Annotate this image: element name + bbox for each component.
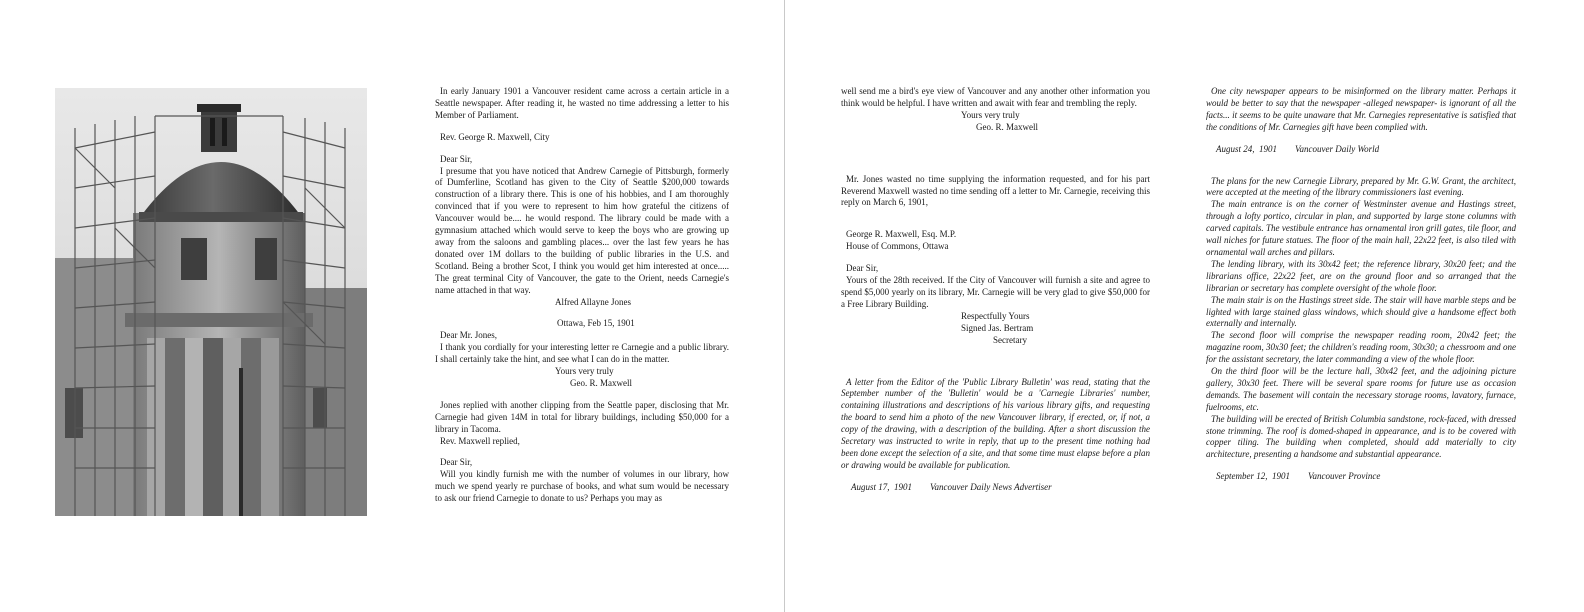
letter-signer-title: Secretary: [993, 334, 1027, 345]
column-one: [435, 86, 729, 505]
news-source-date: August 17, 1901: [851, 481, 913, 492]
news-source-paper: Vancouver Province: [1308, 471, 1381, 482]
intro-paragraph: In early January 1901 a Vancouver resident came across a certain article in a Seattle newspaper. After reading it, he wasted no time addressing a letter to his Member of Parliament.: [435, 86, 729, 120]
letter-signer: Signed Jas. Bertram: [961, 322, 1034, 333]
news-source: [1206, 144, 1516, 156]
news-source: [841, 482, 1150, 494]
letter-signer: Geo. R. Maxwell: [976, 121, 1038, 132]
letter-body-continued: well send me a bird's eye view of Vancouver and any another other information you think would be helpful. I have written and await with fear and trembling the reply.: [841, 86, 1150, 108]
letter-closing: Yours very truly: [555, 366, 614, 377]
library-construction-photo: [55, 88, 367, 516]
page-gutter: [784, 0, 785, 612]
news-source-date: September 12, 1901: [1216, 471, 1290, 482]
letter-body: I thank you cordially for your interesting letter re Carnegie and a public library. I shall certainly take the hint, and see what I can do in the matter.: [435, 342, 729, 365]
letter-body: I presume that you have noticed that Andrew Carnegie of Pittsburgh, formerly of Dumferline, Scotland has given to the City of Seattle $200,000 towards construction of a library there. This is one of his hobbies, and I am thoroughly convinced that if you were to represent to him how grateful the citizens of Vancouver would be.... he would respond. The library could be made with a gymnasium attached which would serve to keep the boys who are growing up away from the saloons and gambling places... over the last few years he has donated over 1M dollars to the building of public libraries in the U.S. and Scotland. Being a brother Scot, I think you would get him interested at once..... The great terminal City of Vancouver, the gate to the Orient, needs Carnegie's name attached in that way.: [435, 165, 729, 295]
letter-body: Will you kindly furnish me with the number of volumes in our library, how much we spend yearly re purchase of books, and what sum would be necessary to ask our friend Carnegie to donate to us? Perhaps you may as: [435, 469, 729, 504]
news-excerpt: A letter from the Editor of the 'Public Library Bulletin' was read, stating that the September number of the 'Bulletin' would be a 'Carnegie Libraries' number, containing illustrations and descriptions of his various library gifts, and requesting the board to send him a photo of the new Vancouver library, if erected, or, if not, a copy of the drawing, with a description of the building. After a short discussion the Secretary was instructed to write in reply, that up to the present time nothing had been done except the selection of a site, and that some time must elapse before a plan or drawing would be available for publication.: [841, 376, 1150, 470]
letter-closing: Yours very truly: [961, 109, 1020, 120]
letter-signer: Geo. R. Maxwell: [570, 377, 632, 388]
letter-dateline: Ottawa, Feb 15, 1901: [557, 318, 635, 329]
letter-addressee: Rev. George R. Maxwell, City: [440, 131, 550, 142]
letter-salutation: Dear Sir,: [440, 153, 473, 164]
letter-address-line: George R. Maxwell, Esq. M.P.: [846, 229, 957, 240]
letter-salutation: Dear Mr. Jones,: [440, 330, 497, 341]
column-three: [1206, 86, 1516, 483]
letter-address-line: House of Commons, Ottawa: [846, 241, 949, 252]
news-paragraph: The plans for the new Carnegie Library, prepared by Mr. G.W. Grant, the architect, were accepted at the meeting of the library commissioners last evening.: [1206, 175, 1516, 198]
news-excerpt: One city newspaper appears to be misinformed on the library matter. Perhaps it would be better to say that the newspaper -alleged newspaper- is ignorant of all the facts... it seems to be quite unaware that Mr. Carnegies representative is satisfied that the conditions of Mr. Carnegies gift have been complied with.: [1206, 86, 1516, 132]
letter-closing: Respectfully Yours: [961, 310, 1030, 321]
letter-salutation: Dear Sir,: [440, 457, 473, 468]
letter-signer: Alfred Allayne Jones: [555, 296, 631, 307]
letter-salutation: Dear Sir,: [846, 263, 879, 274]
news-source-paper: Vancouver Daily World: [1295, 143, 1380, 154]
letter-body: Yours of the 28th received. If the City of Vancouver will furnish a site and agree to spend $5,000 yearly on its library, Mr. Carnegie will be very glad to give $50,000 for a Free Library Building.: [841, 275, 1150, 309]
column-two: [841, 86, 1150, 494]
news-source: [1206, 471, 1516, 483]
news-paragraph: On the third floor will be the lecture hall, 30x42 feet, and the adjoining picture gallery, 30x30 feet. There will be several spare rooms for future use as occasion demands. The basement will contain the necessary storage rooms, lavatory, furnace, fuelrooms, etc.: [1206, 366, 1516, 412]
news-source-paper: Vancouver Daily News Advertiser: [930, 481, 1052, 492]
narrative-paragraph: Jones replied with another clipping from the Seattle paper, disclosing that Mr. Carnegie had given 14M in total for library buildings, including $50,000 for a library in Tacoma.: [435, 399, 729, 434]
news-paragraph: The main entrance is on the corner of Westminster avenue and Hastings street, through a lofty portico, circular in plan, and supported by large stone columns with carved capitals. The vestibule entrance has ornamental iron grill gates, tile floor, and wall niches for future statues. The floor of the main hall, 22x22 feet, is also tiled with ornamental wall arches and pillars.: [1206, 199, 1516, 257]
news-source-date: August 24, 1901: [1216, 143, 1278, 154]
news-paragraph: The second floor will comprise the newspaper reading room, 20x42 feet; the magazine room, 30x30 feet; the children's reading room, 30x30; a chessroom and one for the assistant secretary, the later commanding a view of the whole floor.: [1206, 330, 1516, 365]
narrative-paragraph: Mr. Jones wasted no time supplying the information requested, and for his part Reverend Maxwell wasted no time sending off a letter to Mr. Carnegie, receiving this reply on March 6, 1901,: [841, 173, 1150, 208]
news-paragraph: The lending library, with its 30x42 feet; the reference library, 30x20 feet; and the librarians office, 22x22 feet, are on the ground floor and so arranged that the librarian or secretary has complete oversight of the whole floor.: [1206, 258, 1516, 293]
news-paragraph: The building will be erected of British Columbia sandstone, rock-faced, with dressed stone trimming. The roof is domed-shaped in appearance, and is to be covered with copper tiling. The building when completed, should add materially to city architecture, presenting a handsome and substantial appearance.: [1206, 413, 1516, 460]
news-paragraph: The main stair is on the Hastings street side. The stair will have marble steps and be lighted with large stained glass windows, which should give a handsome effect both externally and internally.: [1206, 294, 1516, 329]
narrative-line: Rev. Maxwell replied,: [440, 435, 520, 446]
